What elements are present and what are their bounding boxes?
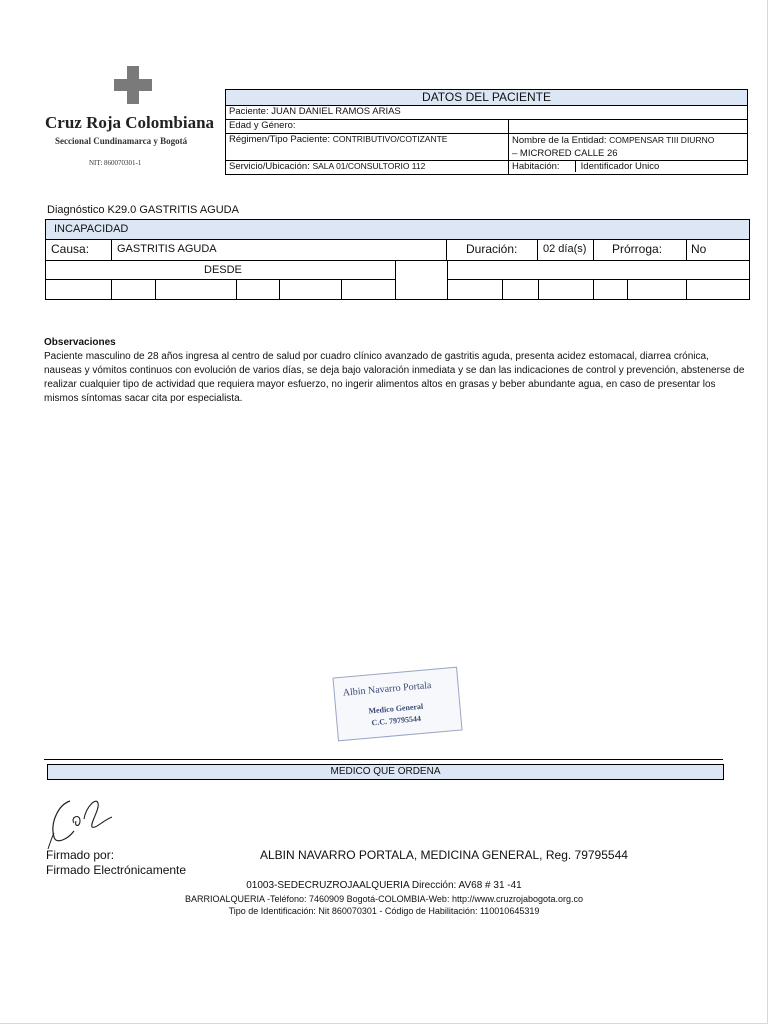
age-gender-value-empty (509, 120, 748, 134)
firmado-electronicamente: Firmado Electrónicamente (46, 863, 187, 877)
stamp-id: C.C. 79795544 (371, 714, 422, 728)
patient-name: Paciente: JUAN DANIEL RAMOS ARIAS (226, 106, 748, 120)
habitacion-label: Habitación: (509, 161, 576, 172)
incapacidad-table (45, 219, 750, 300)
org-nit: NIT: 860070301-1 (89, 159, 142, 167)
red-cross-icon (114, 66, 152, 104)
entidad-value-2: – MICRORED CALLE 26 (512, 148, 618, 159)
footer-address: 01003-SEDECRUZROJAALQUERIA Dirección: AV68 # 31 -41 (246, 880, 522, 891)
age-gender: Edad y Género: (226, 120, 509, 134)
org-subtitle: Seccional Cundinamarca y Bogotá (55, 136, 188, 146)
entidad-label: Nombre de la Entidad: (512, 135, 607, 146)
firmado-por: Firmado por: (46, 848, 115, 862)
entidad-value: COMPENSAR TIII DIURNO (609, 135, 715, 145)
causa-value: GASTRITIS AGUDA (117, 243, 217, 255)
servicio-label: Servicio/Ubicación: (229, 161, 310, 172)
duracion-value: 02 día(s) (543, 243, 587, 255)
prorroga-value: No (691, 242, 707, 256)
duracion-label: Duración: (466, 242, 518, 256)
patient-data-table (225, 89, 748, 175)
stamp-name: Albin Navarro Portala (342, 679, 432, 699)
doctor-signature-line: ALBIN NAVARRO PORTALA, MEDICINA GENERAL, Reg. 79795544 (260, 848, 628, 862)
regimen-value: CONTRIBUTIVO/COTIZANTE (332, 134, 448, 144)
footer-contact: BARRIOALQUERIA -Teléfono: 7460909 Bogotá-COLOMBIA-Web: http://www.cruzrojabogota.org.co (184, 894, 584, 904)
patient-table-header: DATOS DEL PACIENTE (226, 90, 748, 106)
footer-identification: Tipo de Identificación: Nit 860070301 - Código de Habilitación: 110010645319 (228, 906, 540, 916)
observaciones-text: Paciente masculino de 28 años ingresa al centro de salud por cuadro clínico avanzado de gastritis aguda, presenta acidez estomacal, diarrea crónica, nauseas y vómitos continuos con evolución de varios días, se deja bajo valoración inmediata y se dan las indicaciones de control y prevención, abstenerse de realizar cualquier tipo de actividad que requiera mayor esfuerzo, no ingerir alimentos altos en grasas y beber abundante agua, en caso de presentar los mismos síntomas sacar cita por especialista. (44, 351, 745, 404)
prorroga-label: Prórroga: (612, 242, 663, 256)
divider (44, 759, 723, 760)
cruz-roja-logo (43, 64, 218, 174)
regimen-label: Régimen/Tipo Paciente: (229, 134, 331, 145)
handwritten-signature (40, 793, 120, 849)
identificador-unico: Identificador Unico (580, 161, 660, 172)
desde-label: DESDE (204, 264, 242, 276)
diagnosis: Diagnóstico K29.0 GASTRITIS AGUDA (47, 204, 239, 216)
incapacidad-title: INCAPACIDAD (54, 223, 129, 235)
firmado-block (46, 848, 186, 878)
servicio-value: SALA 01/CONSULTORIO 112 (312, 161, 426, 171)
org-name: Cruz Roja Colombiana (45, 113, 215, 132)
causa-label: Causa: (51, 242, 90, 256)
observaciones-title: Observaciones (44, 337, 116, 348)
doctor-stamp (332, 667, 462, 742)
stamp-title: Medico General (368, 701, 424, 716)
incapacidad-header (46, 220, 749, 240)
medico-que-ordena-bar: MEDICO QUE ORDENA (47, 764, 724, 780)
